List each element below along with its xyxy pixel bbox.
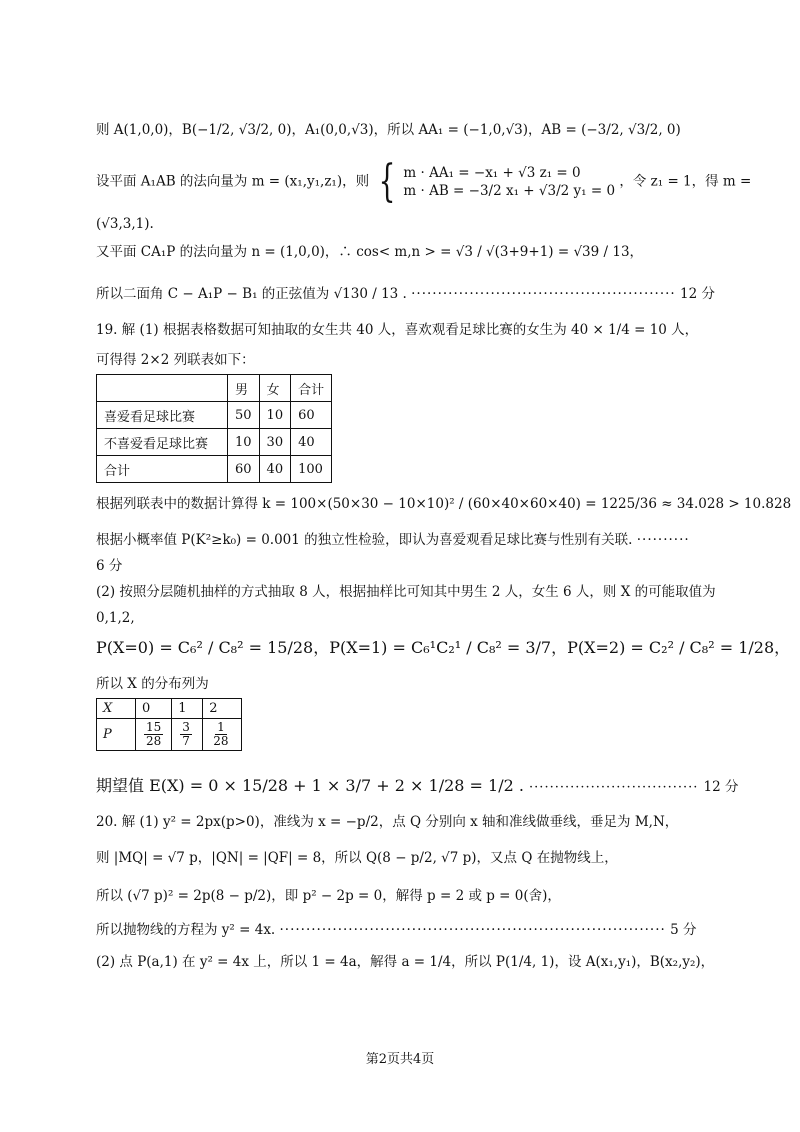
problem-20-part2: (2) 点 P(a,1) 在 y² = 4x 上，所以 1 = 4a，解得 a = 1/4，所以 P(1/4, 1)，设 A(x₁,y₁)，B(x₂,y₂)，	[96, 954, 715, 970]
leader-dots: ··················································	[411, 286, 676, 302]
leader-dots: ·································	[529, 780, 699, 795]
table-cell: 60	[228, 456, 260, 483]
probability-fraction	[144, 721, 163, 748]
fraction-denominator: 7	[182, 734, 190, 749]
table-cell: 10	[228, 429, 260, 456]
normal-vector-intro: 设平面 A₁AB 的法向量为 m = (x₁,y₁,z₁)，则	[96, 173, 370, 190]
table-cell: 合计	[97, 456, 228, 483]
equation-system	[373, 156, 616, 207]
problem-20-distances: 则 |MQ| = √7 p，|QN| = |QF| = 8，所以 Q(8 − p/2, √7 p)，又点 Q 在抛物线上，	[96, 850, 618, 866]
table-cell: 2	[203, 699, 242, 719]
brace-icon: {	[379, 156, 396, 207]
independence-test-conclusion	[96, 532, 696, 548]
table-cell: 40	[291, 429, 332, 456]
table-cell	[172, 719, 203, 751]
parabola-equation: 所以抛物线的方程为 y² = 4x.	[96, 922, 276, 938]
table-cell: 100	[291, 456, 332, 483]
probability-fraction	[180, 721, 192, 748]
table-header-row	[97, 375, 332, 402]
page-footer: 第2页共4页	[365, 1052, 435, 1067]
problem-19-part2: (2) 按照分层随机抽样的方式抽取 8 人，根据抽样比可知其中男生 2 人，女生 6 人，则 X 的可能取值为	[96, 584, 716, 600]
table-cell: 30	[259, 429, 291, 456]
table-cell: P	[97, 719, 136, 751]
probability-calculations: P(X=0) = C₆² / C₈² = 15/28，P(X=1) = C₆¹C₂¹ / C₈² = 3/7，P(X=2) = C₂² / C₈² = 1/28，	[96, 638, 791, 657]
table-cell	[203, 719, 242, 751]
fraction-denominator: 28	[213, 734, 229, 749]
table-row	[97, 402, 332, 429]
score-mark: 5 分	[670, 922, 697, 938]
problem-20-solve: 所以 (√7 p)² = 2p(8 − p/2)，即 p² − 2p = 0，解得 p = 2 或 p = 0(舍)，	[96, 888, 561, 904]
solution-line-normal-vector	[96, 156, 752, 207]
fraction-numerator: 1	[217, 720, 225, 734]
fraction-numerator: 15	[146, 720, 162, 734]
conclusion-text: 根据小概率值 P(K²≥k₀) = 0.001 的独立性检验，即认为喜爱观看足球比赛与性别有关联.	[96, 532, 633, 548]
distribution-table	[96, 698, 242, 751]
fraction-numerator: 3	[182, 720, 190, 734]
table-cell: 50	[228, 402, 260, 429]
solution-line-coordinates: 则 A(1,0,0)，B(−1/2, √3/2, 0)，A₁(0,0,√3)，所以 AA₁ = (−1,0,√3)，AB = (−3/2, √3/2, 0)	[96, 122, 681, 138]
table-cell: 60	[291, 402, 332, 429]
table-cell: 男	[228, 375, 260, 402]
table-cell: X	[97, 699, 136, 719]
solution-line-sine	[96, 286, 715, 302]
fraction-denominator: 28	[146, 734, 162, 749]
table-cell: 不喜爱看足球比赛	[97, 429, 228, 456]
sine-text: 所以二面角 C − A₁P − B₁ 的正弦值为 √130 / 13 .	[96, 286, 407, 302]
table-cell: 1	[172, 699, 203, 719]
contingency-table	[96, 374, 332, 483]
distribution-caption: 所以 X 的分布列为	[96, 676, 209, 692]
leader-dots: ··········	[636, 532, 690, 548]
table-cell	[97, 375, 228, 402]
table-cell: 40	[259, 456, 291, 483]
parabola-equation-line	[96, 922, 708, 938]
chi-square-computation: 根据列联表中的数据计算得 k = 100×(50×30 − 10×10)² / (60×40×60×40) = 1225/36 ≈ 34.028 > 10.828	[96, 496, 792, 512]
table-cell: 合计	[291, 375, 332, 402]
probability-fraction	[211, 721, 230, 748]
table-row	[97, 429, 332, 456]
equation-2: m · AB = −3/2 x₁ + √3/2 y₁ = 0	[403, 182, 616, 199]
expectation-text: 期望值 E(X) = 0 × 15/28 + 1 × 3/7 + 2 × 1/28 = 1/2 .	[96, 776, 524, 795]
possible-values: 0,1,2,	[96, 610, 135, 626]
score-mark: 12 分	[680, 286, 715, 302]
score-mark: 12 分	[703, 779, 739, 795]
table-cell: 0	[136, 699, 172, 719]
problem-20-intro: 20. 解 (1) y² = 2px(p>0)，准线为 x = −p/2，点 Q 分别向 x 轴和准线做垂线，垂足为 M,N，	[96, 814, 679, 830]
score-mark: 6 分	[96, 558, 123, 574]
solution-line-cosine: 又平面 CA₁P 的法向量为 n = (1,0,0)，∴ cos< m,n > = √3 / √(3+9+1) = √39 / 13，	[96, 244, 644, 260]
table-cell	[136, 719, 172, 751]
equation-1: m · AA₁ = −x₁ + √3 z₁ = 0	[403, 164, 581, 181]
table-row	[97, 456, 332, 483]
problem-19-intro: 19. 解 (1) 根据表格数据可知抽取的女生共 40 人，喜欢观看足球比赛的女生为 40 × 1/4 = 10 人，	[96, 322, 699, 338]
table-row	[97, 719, 242, 751]
normal-vector-result: ，令 z₁ = 1，得 m =	[619, 173, 752, 190]
expectation-line	[96, 776, 739, 796]
table-cell: 10	[259, 402, 291, 429]
table-caption: 可得得 2×2 列联表如下：	[96, 352, 255, 368]
leader-dots: ·········································································	[279, 922, 666, 938]
table-row	[97, 699, 242, 719]
table-cell: 女	[259, 375, 291, 402]
table-cell: 喜爱看足球比赛	[97, 402, 228, 429]
solution-line-vector-value: (√3,3,1).	[96, 216, 154, 232]
